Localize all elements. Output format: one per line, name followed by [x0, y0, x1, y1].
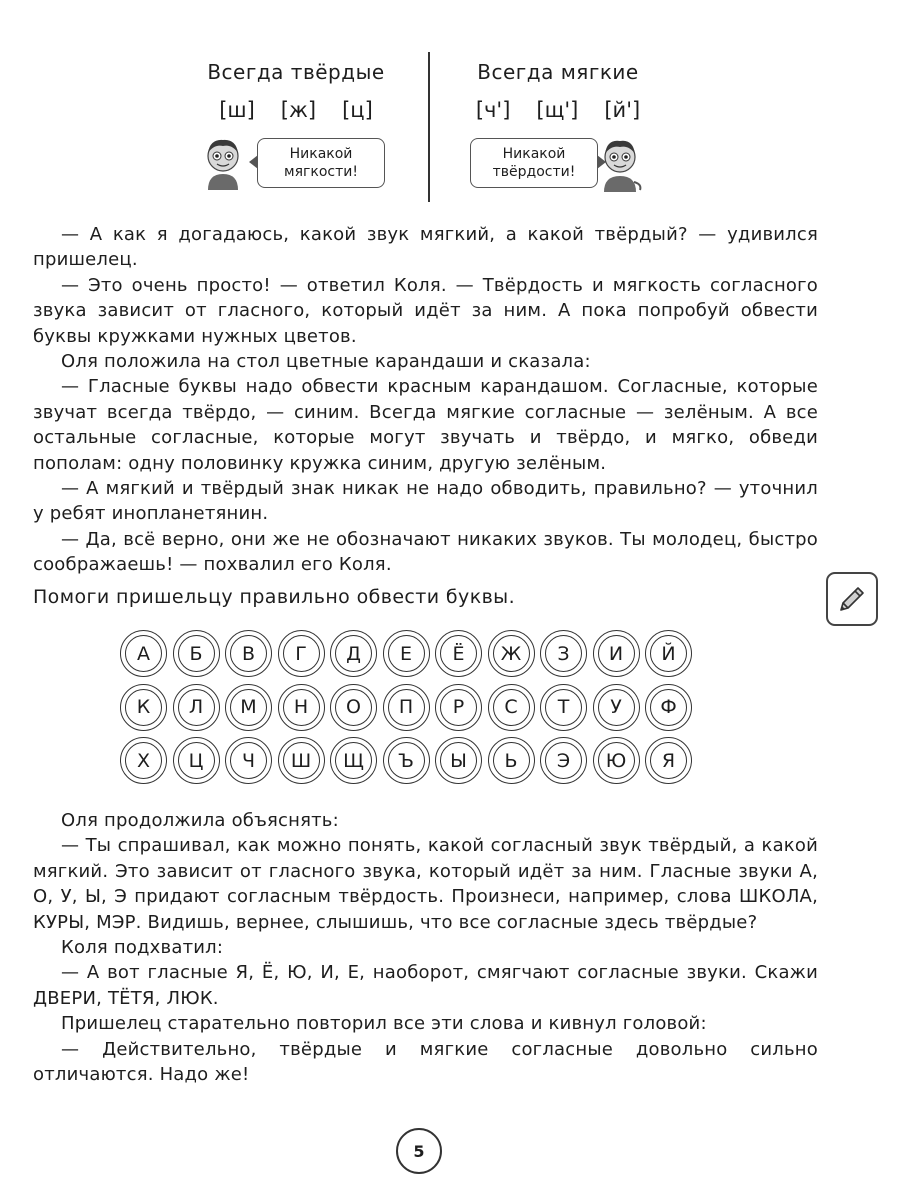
always-soft-title: Всегда мягкие	[477, 60, 639, 84]
letter-circle[interactable]: Ё	[435, 630, 482, 677]
letter-circle[interactable]: Я	[645, 737, 692, 784]
letter-circle[interactable]: Н	[278, 684, 325, 731]
speech-bubble-no-hardness	[470, 138, 598, 188]
always-hard-column	[146, 58, 446, 122]
letter-circle[interactable]: М	[225, 684, 272, 731]
task-instruction: Помоги пришельцу правильно обвести буквы.	[33, 586, 516, 608]
sound-shch: [щ']	[536, 98, 579, 122]
letter-circle[interactable]: Т	[540, 684, 587, 731]
always-hard-title: Всегда твёрдые	[207, 60, 385, 84]
letter-circle[interactable]: Ю	[593, 737, 640, 784]
paragraph: Оля продолжила объяснять:	[61, 810, 339, 831]
letter-circle[interactable]: А	[120, 630, 167, 677]
letter-circle[interactable]: С	[488, 684, 535, 731]
letter-circle[interactable]: Х	[120, 737, 167, 784]
letter-grid	[120, 630, 740, 791]
sound-ch: [ч']	[475, 98, 511, 122]
dialogue-part-2	[33, 808, 818, 1087]
always-soft-column	[408, 58, 708, 122]
letter-circle[interactable]: Ф	[645, 684, 692, 731]
paragraph: Оля положила на стол цветные карандаши и сказала:	[61, 351, 591, 373]
letter-circle[interactable]: Р	[435, 684, 482, 731]
letter-circle[interactable]: Л	[173, 684, 220, 731]
letter-circle[interactable]: Ъ	[383, 737, 430, 784]
paragraph: — Да, всё верно, они же не обозначают никаких звуков. Ты молодец, быстро соображаешь! — похвалил его Коля.	[33, 528, 818, 576]
always-hard-sounds	[146, 98, 446, 122]
letter-circle[interactable]: Г	[278, 630, 325, 677]
letter-row	[120, 630, 740, 677]
letter-circle[interactable]: И	[593, 630, 640, 677]
letter-circle[interactable]: Б	[173, 630, 220, 677]
letter-circle[interactable]: Ч	[225, 737, 272, 784]
bubble-line: Никакой	[502, 146, 566, 162]
sound-zh: [ж]	[280, 98, 317, 122]
letter-circle[interactable]: З	[540, 630, 587, 677]
bubble-line: Никакой	[289, 146, 353, 162]
paragraph: — А как я догадаюсь, какой звук мягкий, а какой твёрдый? — удивился пришелец.	[33, 224, 818, 271]
letter-circle[interactable]: Й	[645, 630, 692, 677]
paragraph: Пришелец старательно повторил все эти слова и кивнул головой:	[61, 1013, 707, 1035]
letter-circle[interactable]: Е	[383, 630, 430, 677]
boy-icon	[202, 134, 244, 196]
paragraph: — Действительно, твёрдые и мягкие согласные довольно сильно отличаются. Надо же!	[33, 1038, 818, 1086]
letter-circle[interactable]: Ы	[435, 737, 482, 784]
letter-row	[120, 737, 740, 784]
speech-bubble-no-softness	[257, 138, 385, 188]
paragraph: — А вот гласные Я, Ё, Ю, И, Е, наоборот, смягчают согласные звуки. Скажи ДВЕРИ, ТЁТЯ, ЛЮК.	[33, 962, 818, 1009]
letter-circle[interactable]: Ц	[173, 737, 220, 784]
letter-circle[interactable]: П	[383, 684, 430, 731]
sound-sh: [ш]	[219, 98, 255, 122]
paragraph: — Гласные буквы надо обвести красным карандашом. Согласные, которые звучат всегда твёрдо, — синим. Всегда мягкие согласные — зелёным. А все остальные согласные, которые могут звучать и твёрдо, и мягко, обведи пополам: одну половинку кружка синим, другую зелёным.	[33, 376, 818, 474]
letter-circle[interactable]: Щ	[330, 737, 377, 784]
boy-icon	[596, 134, 644, 198]
letter-circle[interactable]: Ж	[488, 630, 535, 677]
letter-circle[interactable]: В	[225, 630, 272, 677]
paragraph: Коля подхватил:	[61, 937, 224, 959]
bubble-line: мягкости!	[284, 164, 358, 180]
letter-circle[interactable]: Э	[540, 737, 587, 784]
sound-ts: [ц]	[342, 98, 373, 122]
dialogue-part-1	[33, 222, 818, 578]
letter-circle[interactable]: Ш	[278, 737, 325, 784]
sound-header	[0, 0, 900, 200]
paragraph: — Ты спрашивал, как можно понять, какой согласный звук твёрдый, а какой мягкий. Это зависит от гласного звука, который идёт за ним. Гласные звуки А, О, У, Ы, Э придают согласным твёрдость. Произнеси, например, слова ШКОЛА, КУРЫ, МЭР. Видишь, вернее, слышишь, что все согласные здесь твёрдые?	[33, 835, 818, 933]
sound-j: [й']	[604, 98, 641, 122]
always-soft-sounds	[408, 98, 708, 122]
letter-circle[interactable]: О	[330, 684, 377, 731]
letter-circle[interactable]: Ь	[488, 737, 535, 784]
pencil-icon	[826, 572, 878, 626]
letter-circle[interactable]: У	[593, 684, 640, 731]
page-number: 5	[396, 1128, 442, 1174]
paragraph: — Это очень просто! — ответил Коля. — Твёрдость и мягкость согласного звука зависит от гласного, который идёт за ним. А пока попробуй обвести буквы кружками нужных цветов.	[33, 274, 818, 347]
letter-row	[120, 684, 740, 731]
paragraph: — А мягкий и твёрдый знак никак не надо обводить, правильно? — уточнил у ребят инопланетянин.	[33, 478, 818, 525]
bubble-line: твёрдости!	[492, 164, 576, 180]
letter-circle[interactable]: Д	[330, 630, 377, 677]
letter-circle[interactable]: К	[120, 684, 167, 731]
